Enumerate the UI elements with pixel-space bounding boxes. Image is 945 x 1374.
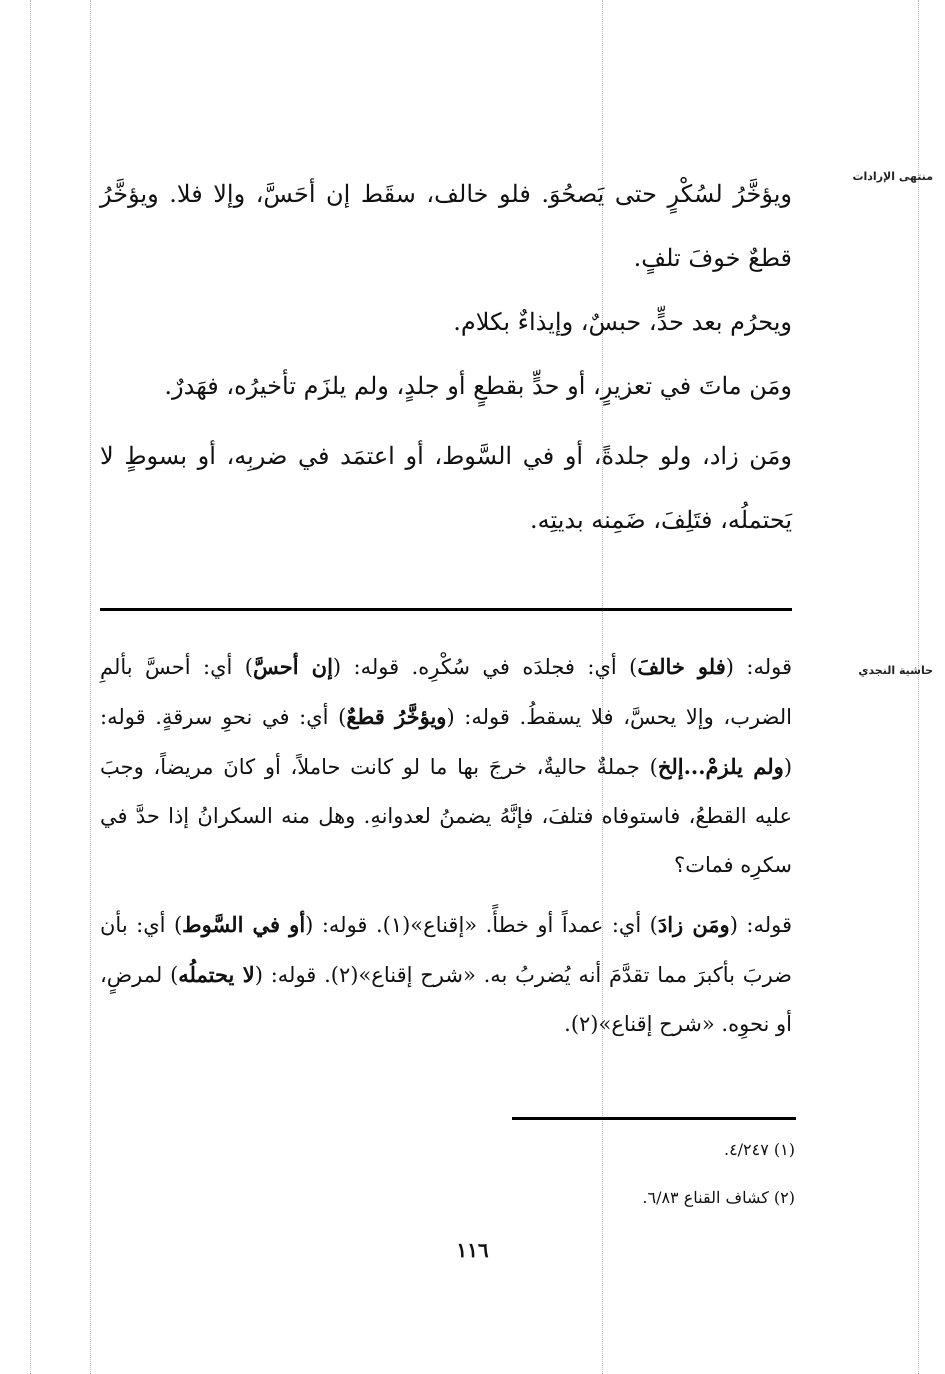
scan-dotted-line bbox=[90, 0, 91, 1374]
quoted-term: إن أحسَّ bbox=[253, 654, 333, 679]
quoted-term: ولم يلزمْ...إلخ bbox=[657, 754, 784, 779]
section-divider bbox=[100, 608, 792, 611]
main-text bbox=[100, 162, 792, 552]
quoted-term: فلو خالفَ bbox=[637, 654, 726, 679]
quoted-term: أو في السَّوط bbox=[182, 912, 306, 937]
quoted-term: لا يحتملُه bbox=[178, 962, 255, 987]
footnote-2: (٢) كشاف القناع ٦/٨٣. bbox=[642, 1188, 795, 1207]
scan-dotted-line bbox=[918, 0, 919, 1374]
page-number: ١١٦ bbox=[456, 1238, 489, 1262]
margin-label-main: منتهى الإرادات bbox=[852, 170, 933, 183]
commentary-paragraph-1: قوله: (فلو خالفَ) أي: فجلدَه في سُكْرِه. قوله: (إن أحسَّ) أي: أحسَّ بألمِ الضرب، وإلا يحسَّ، فلا يسقطُ. قوله: (ويؤخَّرُ قطعٌ) أي: في نحوِ سرقةٍ. قوله: (ولم يلزمْ...إلخ) جملةٌ حاليةٌ، خرجَ بها ما لو كانت حاملاً، أو كانَ مريضاً، وجبَ عليه القطعُ، فاستوفاه فتلفَ، فإنَّهُ يضمنُ لعدوانهِ. وهل منه السكرانُ إذا حدَّ في سكرِه فمات؟ bbox=[100, 654, 793, 877]
commentary-paragraph-2: قوله: (ومَن زادَ) أي: عمداً أو خطأً. «إقناع»(١). قوله: (أو في السَّوط) أي: بأن ضربَ بأكبرَ مما تقدَّمَ أنه يُضربُ به. «شرح إقناع»(٢). قوله: (لا يحتملُه) لمرضٍ، أو نحوِه. «شرح إقناع»(٢). bbox=[100, 912, 792, 1036]
scan-dotted-line bbox=[30, 0, 31, 1374]
quoted-term: ومَن زادَ bbox=[657, 912, 730, 937]
margin-label-notes: حاشية النجدي bbox=[858, 664, 933, 677]
main-paragraph-2: ويحرُم بعد حدٍّ، حبسٌ، وإيذاءٌ بكلام. bbox=[453, 308, 792, 336]
main-paragraph-1: ويؤخَّرُ لسُكْرٍ حتى يَصحُوَ. فلو خالف، سقَط إن أحَسَّ، وإلا فلا. ويؤخَّرُ قطعٌ خوفَ تلفٍ. bbox=[100, 180, 792, 272]
quoted-term: ويؤخَّرُ قطعٌ bbox=[346, 704, 447, 729]
commentary-text bbox=[100, 642, 792, 1049]
main-paragraph-3: ومَن ماتَ في تعزيرٍ، أو حدٍّ بقطعٍ أو جلدٍ، ولم يلزَم تأخيرُه، فهَدرٌ. bbox=[164, 372, 792, 400]
footnote-divider bbox=[512, 1117, 796, 1120]
main-paragraph-4: ومَن زاد، ولو جلدةً، أو في السَّوط، أو اعتمَد في ضربِه، أو بسوطٍ لا يَحتملُه، فتَلِفَ، ضَمِنه بديتِه. bbox=[100, 442, 792, 534]
footnote-1: (١) ٤/٢٤٧. bbox=[723, 1140, 795, 1159]
